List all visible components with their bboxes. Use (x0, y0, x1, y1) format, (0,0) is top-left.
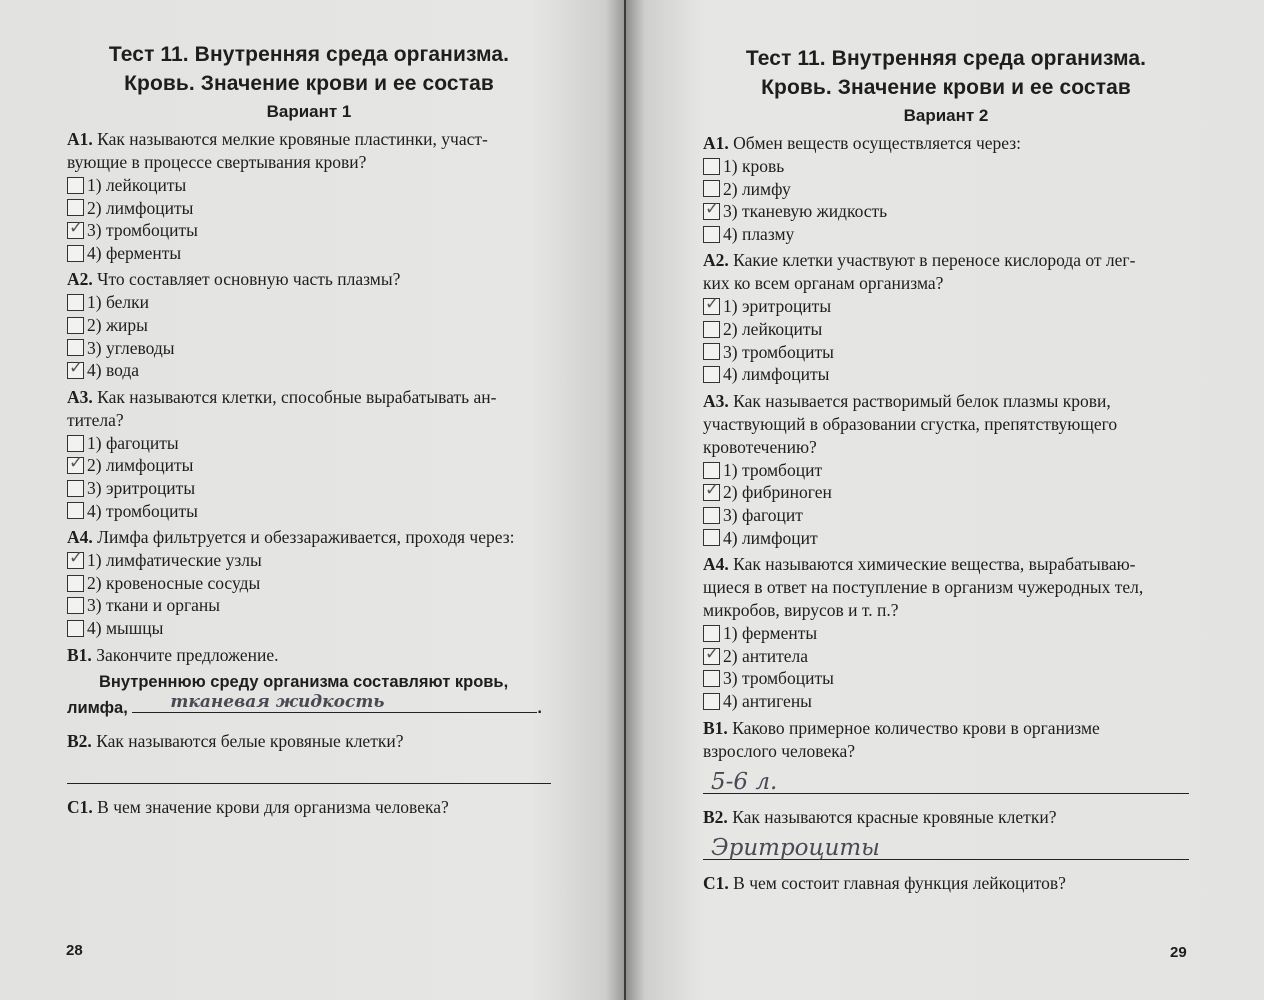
question-label: А4. (67, 527, 93, 548)
option-label: 2) лимфу (723, 178, 791, 199)
question-text: В чем состоит главная функция лейкоцитов? (728, 872, 1066, 893)
option-label: 1) ферменты (723, 623, 818, 644)
checkbox[interactable] (703, 321, 720, 338)
checkbox[interactable] (703, 625, 720, 642)
answer-option[interactable] (67, 594, 551, 617)
question-text: Закончите предложение. (91, 644, 279, 665)
question-text: Лимфа фильтруется и обеззараживается, проходя через: (92, 527, 515, 548)
handwritten-answer: 5-6 л. (711, 768, 778, 795)
test-title: Тест 11. Внутренняя среда организма. Кровь. Значение крови и ее состав (745, 47, 1147, 99)
answer-option[interactable] (703, 667, 1189, 690)
question-а3 (67, 386, 551, 432)
checkbox[interactable] (67, 317, 84, 334)
option-label: 4) вода (87, 360, 140, 381)
question-text: Как называются белые кровяные клетки? (91, 730, 404, 751)
checkbox[interactable] (703, 180, 720, 197)
answer-option[interactable] (703, 178, 1189, 201)
question-label: А1. (703, 133, 729, 153)
handwritten-answer: Эритроциты (711, 834, 880, 861)
option-label: 4) антигены (723, 690, 812, 711)
spacer (67, 720, 551, 730)
right-page (626, 0, 1264, 1000)
question-а1 (703, 132, 1189, 155)
check-mark-icon: ✓ (705, 643, 720, 664)
variant-heading: Вариант 1 (266, 102, 352, 121)
option-label: 3) ткани и органы (87, 595, 221, 616)
question-text: Что составляет основную часть плазмы? (92, 269, 401, 290)
answer-option[interactable] (703, 318, 1189, 341)
option-label: 3) тромбоциты (87, 220, 198, 241)
checkbox[interactable] (67, 339, 84, 356)
option-label: 2) жиры (87, 314, 148, 335)
question-text: Обмен веществ осуществляется через: (728, 133, 1022, 153)
option-label: 3) тромбоциты (723, 668, 834, 689)
option-label: 1) лимфатические узлы (87, 550, 262, 571)
question-text: Как называются красные кровяные клетки? (727, 806, 1057, 827)
checkbox[interactable] (67, 199, 84, 216)
sentence-end: . (537, 698, 542, 717)
question-с1 (67, 796, 551, 819)
checkbox[interactable] (67, 502, 84, 519)
question-text: Как называются клетки, способные вырабатывать ан- титела? (67, 386, 497, 430)
checkbox[interactable] (67, 547, 84, 569)
question-text: Каково примерное количество крови в организме взрослого человека? (703, 717, 1100, 761)
sentence-text: Внутреннюю среду организма составляют кровь, лимфа, (67, 672, 509, 717)
answer-line[interactable] (67, 753, 551, 784)
checkbox[interactable] (703, 480, 720, 501)
checkbox[interactable] (67, 177, 84, 194)
question-в1 (67, 644, 551, 667)
question-а4 (703, 553, 1189, 622)
question-label: С1. (67, 796, 93, 817)
checkbox[interactable] (67, 453, 84, 474)
question-а2 (703, 249, 1189, 295)
option-label: 4) ферменты (87, 242, 182, 263)
checkbox[interactable] (703, 158, 720, 175)
question-в2 (67, 730, 551, 753)
left-page (0, 0, 624, 1000)
answer-option[interactable] (67, 549, 551, 572)
page-number: 29 (1170, 944, 1187, 961)
checkbox[interactable] (703, 462, 720, 479)
checkbox[interactable] (703, 670, 720, 687)
test-title: Тест 11. Внутренняя среда организма. Кровь. Значение крови и ее состав (108, 43, 510, 95)
question-text: Как называются мелкие кровяные пластинки, участ- вующие в процессе свертывания крови? (67, 129, 488, 172)
question-text: Как называется растворимый белок плазмы крови, участвующий в образовании сгустка, препятствующего кровотечению? (703, 390, 1118, 457)
answer-blank[interactable] (132, 691, 537, 713)
checkbox[interactable] (703, 226, 720, 243)
option-label: 2) антитела (723, 645, 809, 666)
check-mark-icon: ✓ (69, 357, 84, 378)
answer-option[interactable] (703, 363, 1189, 386)
answer-option[interactable] (67, 572, 551, 595)
checkbox[interactable] (67, 620, 84, 637)
answer-option[interactable] (67, 314, 551, 337)
checkbox[interactable] (67, 597, 84, 614)
handwritten-answer: тканевая жидкость (170, 691, 385, 712)
option-label: 1) лейкоциты (87, 175, 187, 195)
question-label: А3. (67, 386, 93, 407)
option-label: 4) лимфоцит (723, 527, 818, 548)
option-label: 3) эритроциты (87, 477, 196, 498)
option-label: 4) лимфоциты (723, 364, 830, 385)
question-label: А3. (703, 390, 729, 411)
question-label: А2. (703, 250, 729, 271)
question-label: В2. (67, 730, 92, 751)
answer-option[interactable] (67, 174, 551, 197)
right-page-content (703, 44, 1189, 895)
checkbox[interactable] (67, 357, 84, 379)
question-text: В чем значение крови для организма человека? (92, 796, 449, 817)
option-label: 2) лейкоциты (723, 318, 823, 339)
check-mark-icon: ✓ (705, 294, 720, 315)
checkbox[interactable] (703, 366, 720, 383)
question-text: Какие клетки участвуют в переносе кислорода от лег- ких ко всем органам организма? (703, 250, 1136, 294)
answer-option[interactable] (67, 242, 551, 265)
check-mark-icon: ✓ (705, 198, 720, 219)
option-label: 2) лимфоциты (87, 197, 194, 218)
option-label: 3) тромбоциты (723, 341, 834, 362)
answer-option[interactable] (703, 622, 1189, 645)
option-label: 1) белки (87, 292, 149, 313)
checkbox[interactable] (67, 575, 84, 592)
answer-line[interactable] (703, 763, 1189, 794)
answer-option[interactable] (67, 219, 551, 242)
question-text: Как называются химические вещества, вырабатываю- щиеся в ответ на поступление в организм чужеродных тел, микробов, вирусов и т. п.? (703, 554, 1144, 621)
option-label: 1) тромбоцит (723, 459, 823, 480)
check-mark-icon: ✓ (69, 217, 84, 238)
check-mark-icon: ✓ (69, 453, 84, 474)
checkbox[interactable] (703, 643, 720, 665)
checkbox[interactable] (67, 480, 84, 497)
option-label: 1) эритроциты (723, 296, 832, 317)
answer-option[interactable] (703, 223, 1189, 246)
question-label: В2. (703, 806, 728, 827)
check-mark-icon: ✓ (705, 480, 720, 501)
answer-option[interactable] (67, 291, 551, 314)
left-page-content (67, 40, 551, 819)
check-mark-icon: ✓ (69, 547, 84, 568)
question-label: А4. (703, 554, 729, 575)
question-label: С1. (703, 872, 729, 893)
answer-option[interactable] (703, 527, 1189, 550)
checkbox[interactable] (703, 529, 720, 546)
checkbox[interactable] (703, 343, 720, 360)
option-label: 1) фагоциты (87, 432, 179, 453)
answer-option[interactable] (67, 337, 551, 360)
option-label: 1) кровь (723, 156, 785, 176)
checkbox[interactable] (67, 435, 84, 452)
checkbox[interactable] (703, 693, 720, 710)
option-label: 2) фибриноген (723, 482, 832, 503)
option-label: 2) кровеносные сосуды (87, 572, 261, 593)
answer-option[interactable] (67, 359, 551, 382)
option-label: 4) мышцы (87, 617, 164, 638)
answer-option[interactable] (703, 155, 1189, 178)
checkbox[interactable] (67, 245, 84, 262)
answer-option[interactable] (703, 341, 1189, 364)
question-с1 (703, 872, 1189, 895)
answer-option[interactable] (67, 617, 551, 640)
question-label: А1. (67, 129, 93, 149)
option-label: 4) плазму (723, 223, 795, 244)
page-number: 28 (66, 942, 83, 959)
question-в2 (703, 806, 1189, 829)
answer-option[interactable] (67, 432, 551, 455)
option-label: 3) углеводы (87, 337, 175, 358)
option-label: 2) лимфоциты (87, 455, 194, 476)
answer-option[interactable] (67, 477, 551, 500)
answer-option[interactable] (67, 500, 551, 523)
fill-in-sentence (67, 671, 551, 720)
question-а3 (703, 390, 1189, 459)
question-а1 (67, 128, 551, 174)
answer-option[interactable] (703, 481, 1189, 504)
question-в1 (703, 717, 1189, 763)
answer-line[interactable] (703, 829, 1189, 860)
answer-option[interactable] (67, 454, 551, 477)
answer-option[interactable] (703, 504, 1189, 527)
option-label: 3) фагоцит (723, 504, 803, 525)
answer-option[interactable] (703, 645, 1189, 668)
question-label: В1. (67, 644, 92, 665)
answer-option[interactable] (703, 200, 1189, 223)
answer-option[interactable] (703, 295, 1189, 318)
question-label: А2. (67, 269, 93, 290)
checkbox[interactable] (67, 294, 84, 311)
checkbox[interactable] (703, 198, 720, 220)
variant-heading: Вариант 2 (903, 106, 989, 125)
checkbox[interactable] (703, 507, 720, 524)
question-а2 (67, 268, 551, 291)
checkbox[interactable] (67, 217, 84, 239)
answer-option[interactable] (67, 197, 551, 220)
question-label: В1. (703, 717, 728, 738)
answer-option[interactable] (703, 459, 1189, 482)
option-label: 3) тканевую жидкость (723, 201, 888, 222)
question-а4 (67, 526, 551, 549)
checkbox[interactable] (703, 294, 720, 315)
answer-option[interactable] (703, 690, 1189, 713)
option-label: 4) тромбоциты (87, 500, 198, 521)
